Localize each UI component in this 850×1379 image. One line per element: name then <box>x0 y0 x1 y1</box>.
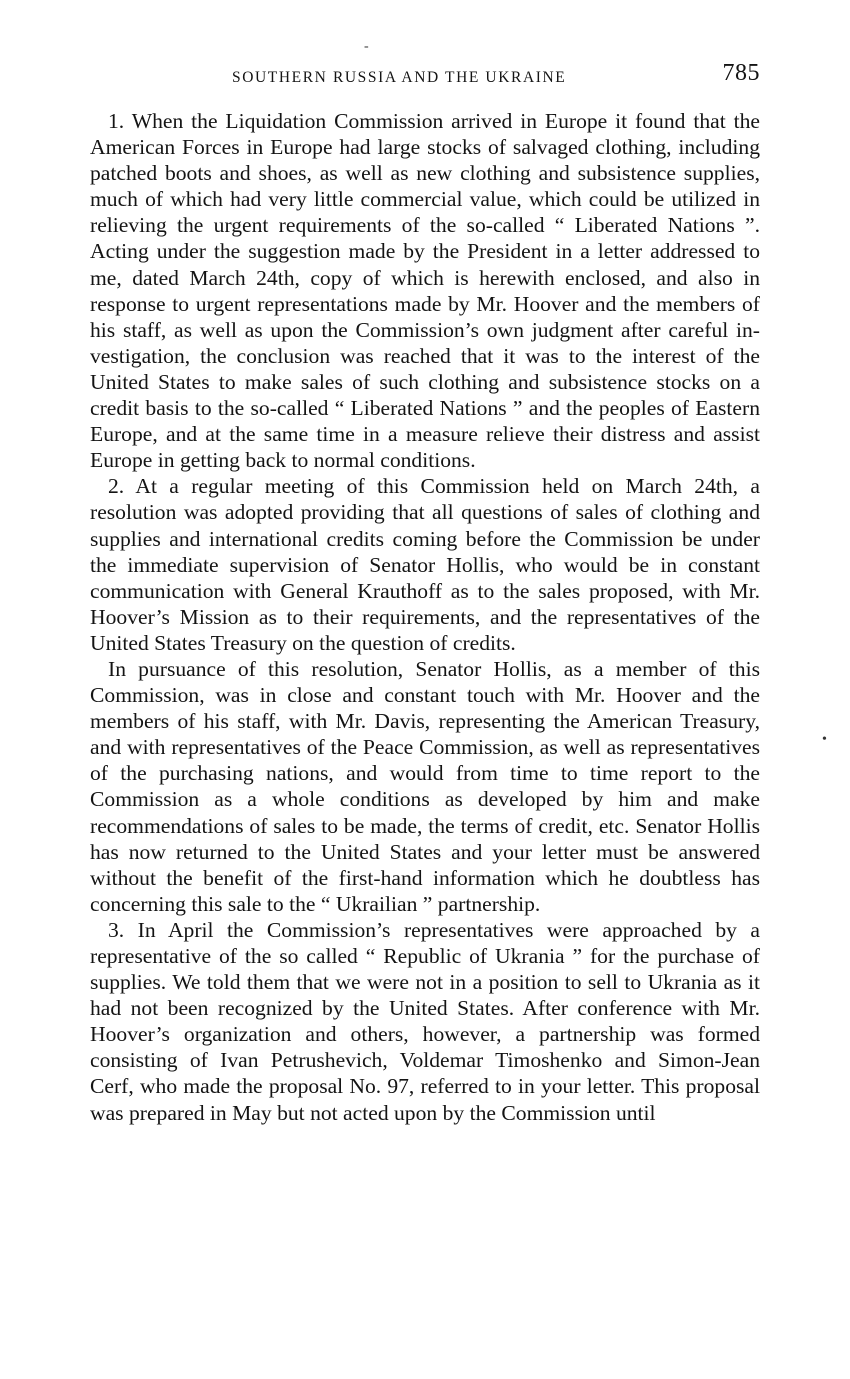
page-header <box>90 58 760 98</box>
document-page <box>90 58 760 1126</box>
paragraph-4: 3. In April the Commission’s representatives were approached by a representative of the so called “ Republic of Ukrania ” for the purchase of supplies. We told them that we were not in a position to sell to Ukrania as it had not been recognized by the United States. After conference with Mr. Hoover’s organization and others, however, a partnership was formed consisting of Ivan Petrushevich, Voldemar Timoshenko and Simon-Jean Cerf, who made the proposal No. 97, referred to in your letter. This proposal was prepared in May but not acted upon by the Commission until <box>90 917 760 1125</box>
body-text <box>90 108 760 1126</box>
paragraph-3: In pursuance of this resolution, Senator Hollis, as a member of this Commission, was in close and constant touch with Mr. Hoover and the members of his staff, with Mr. Davis, representing the American Treasury, and with representatives of the Peace Commission, as well as representatives of the purchasing nations, and would from time to time report to the Commission as a whole conditions as developed by him and make recommendations of sales to be made, the terms of credit, etc. Senator Hollis has now returned to the United States and your letter must be answered without the benefit of the first-hand information which he doubtless has concerning this sale to the “ Ukrailian ” partnership. <box>90 656 760 916</box>
paragraph-2: 2. At a regular meeting of this Commission held on March 24th, a resolution was adopted providing that all questions of sales of clothing and supplies and international credits coming before the Commission be under the immediate supervision of Senator Hollis, who would be in constant communication with General Krauthoff as to the sales proposed, with Mr. Hoover’s Mission as to their requirements, and the representatives of the United States Treasury on the question of credits. <box>90 474 760 655</box>
running-title: SOUTHERN RUSSIA AND THE UKRAINE <box>232 69 567 86</box>
stray-mark-margin: • <box>822 732 827 747</box>
stray-mark-top: - <box>364 39 369 54</box>
paragraph-1: 1. When the Liquidation Commission arrived in Europe it found that the American Forces in Europe had large stocks of salvaged clothing, including patched boots and shoes, as well as new clothing and subsistence supplies, much of which had very little commercial value, which could be utilized in relieving the urgent requirements of the so-called “ Liberated Nations ”. Acting under the suggestion made by the President in a letter addressed to me, dated March 24th, copy of which is herewith enclosed, and also in response to urgent representations made by Mr. Hoover and the members of his staff, as well as upon the Commission’s own judgment after careful investigation, the conclusion was reached that it was to the interest of the United States to make sales of such clothing and subsistence stocks on a credit basis to the so-called “ Liberated Nations ” and the peoples of Eastern Europe, and at the same time in a measure relieve their distress and assist Europe in getting back to normal conditions. <box>90 109 760 473</box>
page-number: 785 <box>722 60 760 86</box>
